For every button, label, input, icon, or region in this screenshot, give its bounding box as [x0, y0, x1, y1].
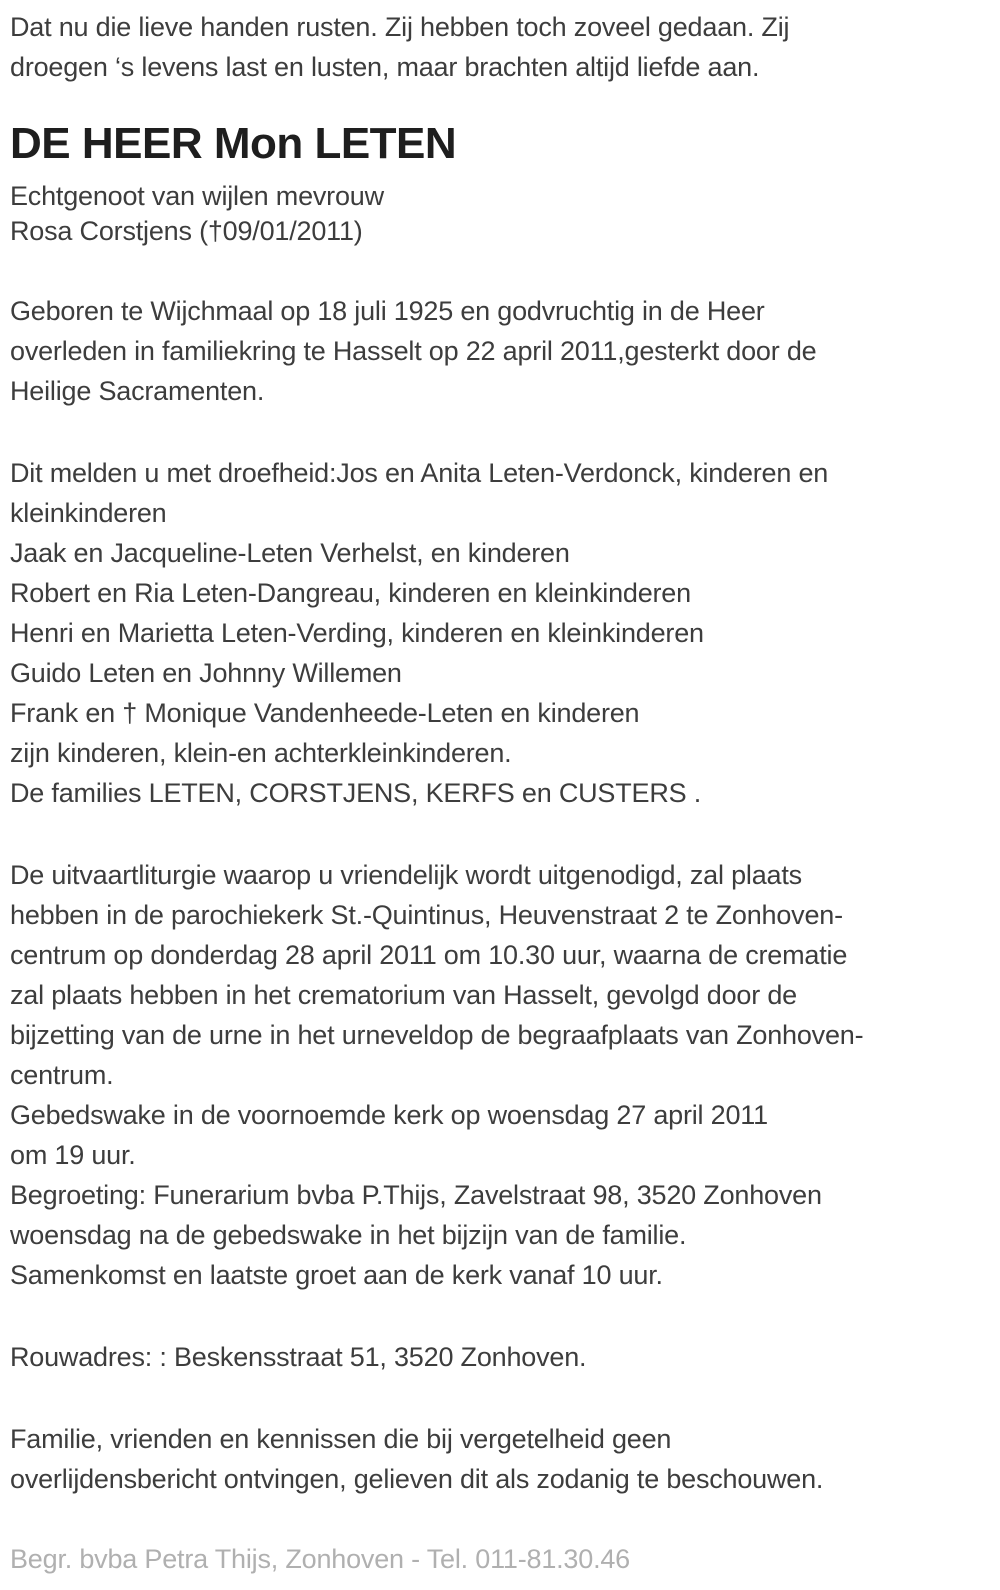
funeral-details-line: centrum op donderdag 28 april 2011 om 10.30 uur, waarna de crematie: [10, 940, 848, 970]
funeral-details-line: woensdag na de gebedswake in het bijzijn van de familie.: [10, 1220, 687, 1250]
family-list-line: kleinkinderen: [10, 498, 167, 528]
funeral-details: [10, 855, 990, 1295]
family-list-line: Dit melden u met droefheid:Jos en Anita Leten-Verdonck, kinderen en: [10, 458, 829, 488]
apology-note: [10, 1419, 990, 1499]
family-list: [10, 453, 990, 813]
funeral-details-line: Gebedswake in de voornoemde kerk op woensdag 27 april 2011: [10, 1100, 768, 1130]
birth-death-info-line: Geboren te Wijchmaal op 18 juli 1925 en godvruchtig in de Heer: [10, 296, 765, 326]
family-list-line: Henri en Marietta Leten-Verding, kinderen en kleinkinderen: [10, 618, 704, 648]
family-list-line: De families LETEN, CORSTJENS, KERFS en CUSTERS .: [10, 778, 702, 808]
mourning-address-line: Rouwadres: : Beskensstraat 51, 3520 Zonhoven.: [10, 1342, 587, 1372]
undertaker-info: [10, 1539, 990, 1579]
funeral-details-line: Begroeting: Funerarium bvba P.Thijs, Zavelstraat 98, 3520 Zonhoven: [10, 1180, 822, 1210]
funeral-details-line: zal plaats hebben in het crematorium van Hasselt, gevolgd door de: [10, 980, 797, 1010]
funeral-details-line: hebben in de parochiekerk St.-Quintinus, Heuvenstraat 2 te Zonhoven-: [10, 900, 843, 930]
epigraph-line: Dat nu die lieve handen rusten. Zij hebben toch zoveel gedaan. Zij: [10, 12, 790, 42]
deceased-name-line: DE HEER Mon LETEN: [10, 119, 457, 168]
deceased-name: [10, 117, 990, 171]
family-list-line: Frank en † Monique Vandenheede-Leten en kinderen: [10, 698, 640, 728]
birth-death-info: [10, 291, 990, 411]
spouse-info-line: Echtgenoot van wijlen mevrouw: [10, 181, 384, 211]
undertaker-info-line: Begr. bvba Petra Thijs, Zonhoven - Tel. 011-81.30.46: [10, 1544, 631, 1574]
spouse-info: [10, 179, 990, 249]
family-list-line: Jaak en Jacqueline-Leten Verhelst, en kinderen: [10, 538, 570, 568]
apology-note-line: Familie, vrienden en kennissen die bij vergetelheid geen: [10, 1424, 672, 1454]
apology-note-line: overlijdensbericht ontvingen, gelieven dit als zodanig te beschouwen.: [10, 1464, 824, 1494]
spouse-info-line: Rosa Corstjens (†09/01/2011): [10, 216, 363, 246]
family-list-line: zijn kinderen, klein-en achterkleinkinderen.: [10, 738, 512, 768]
funeral-details-line: bijzetting van de urne in het urneveldop de begraafplaats van Zonhoven-: [10, 1020, 864, 1050]
birth-death-info-line: overleden in familiekring te Hasselt op 22 april 2011,gesterkt door de: [10, 336, 817, 366]
funeral-details-line: om 19 uur.: [10, 1140, 136, 1170]
funeral-details-line: De uitvaartliturgie waarop u vriendelijk wordt uitgenodigd, zal plaats: [10, 860, 802, 890]
funeral-details-line: Samenkomst en laatste groet aan de kerk vanaf 10 uur.: [10, 1260, 663, 1290]
epigraph-line: droegen ‘s levens last en lusten, maar brachten altijd liefde aan.: [10, 52, 760, 82]
birth-death-info-line: Heilige Sacramenten.: [10, 376, 265, 406]
family-list-line: Robert en Ria Leten-Dangreau, kinderen en kleinkinderen: [10, 578, 691, 608]
mourning-address: [10, 1337, 990, 1377]
family-list-line: Guido Leten en Johnny Willemen: [10, 658, 402, 688]
epigraph: [10, 7, 990, 87]
funeral-details-line: centrum.: [10, 1060, 114, 1090]
